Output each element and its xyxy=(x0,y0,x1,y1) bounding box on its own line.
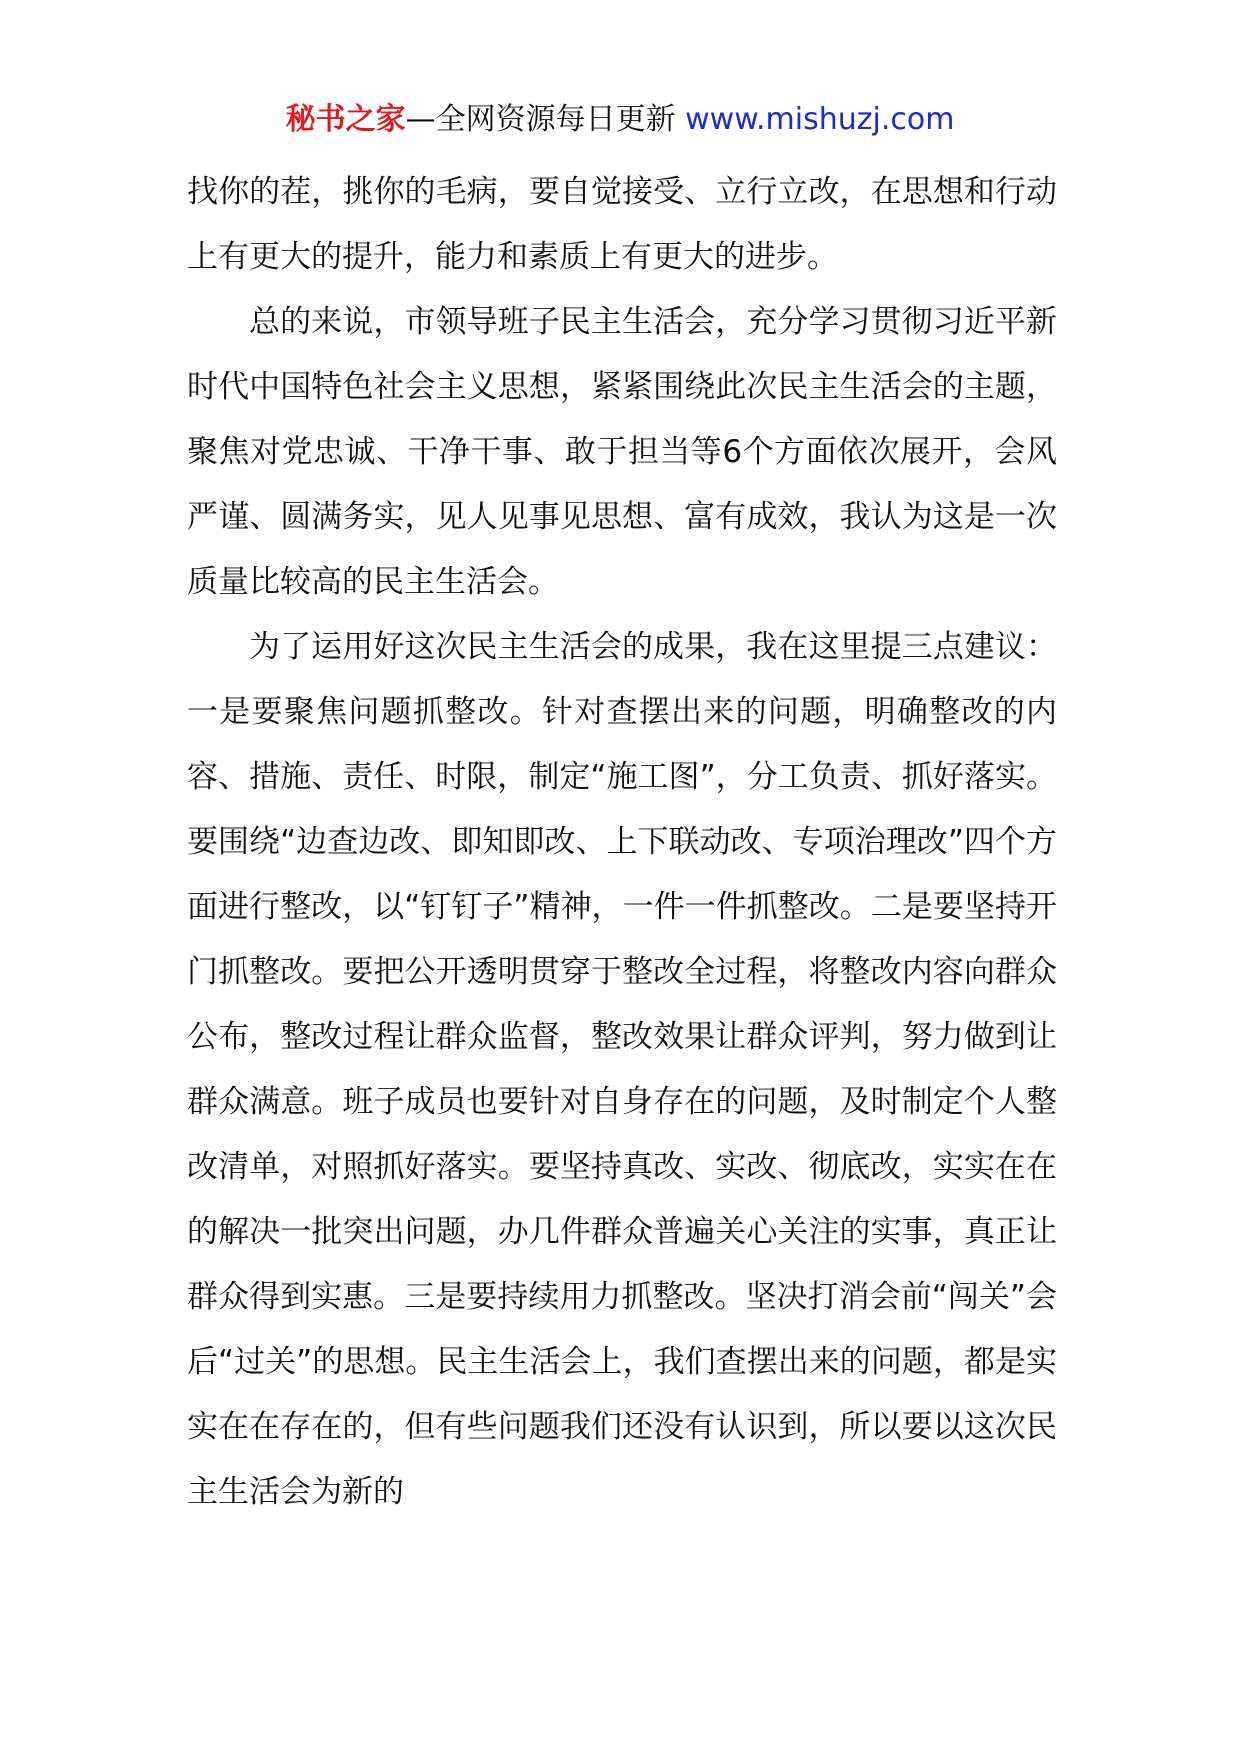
header-url-link[interactable]: www.mishuzj.com xyxy=(685,102,955,137)
paragraph-summary: 总的来说，市领导班子民主生活会，充分学习贯彻习近平新时代中国特色社会主义思想，紧紧围绕此次民主生活会的主题，聚焦对党忠诚、干净干事、敢于担当等6个方面依次展开，会风严谨、圆满务实，见人见事见思想、富有成效，我认为这是一次质量比较高的民主生活会。 xyxy=(187,304,1057,600)
paragraph-continued: 找你的茬，挑你的毛病，要自觉接受、立行立改，在思想和行动上有更大的提升，能力和素质上有更大的进步。 xyxy=(187,174,1057,275)
header-brand: 秘书之家 xyxy=(285,102,406,137)
page-header xyxy=(0,100,1240,140)
paragraph-suggestions: 为了运用好这次民主生活会的成果，我在这里提三点建议：一是要聚焦问题抓整改。针对查摆出来的问题，明确整改的内容、措施、责任、时限，制定“施工图”，分工负责、抓好落实。要围绕“边查边改、即知即改、上下联动改、专项治理改”四个方面进行整改，以“钉钉子”精神，一件一件抓整改。二是要坚持开门抓整改。要把公开透明贯穿于整改全过程，将整改内容向群众公布，整改过程让群众监督，整改效果让群众评判，努力做到让群众满意。班子成员也要针对自身存在的问题，及时制定个人整改清单，对照抓好落实。要坚持真改、实改、彻底改，实实在在的解决一批突出问题，办几件群众普遍关心关注的实事，真正让群众得到实惠。三是要持续用力抓整改。坚决打消会前“闯关”会后“过关”的思想。民主生活会上，我们查摆出来的问题，都是实实在在存在的，但有些问题我们还没有认识到，所以要以这次民主生活会为新的 xyxy=(187,629,1057,1510)
header-slogan: —全网资源每日更新 xyxy=(405,102,676,137)
document-body xyxy=(187,160,1057,1525)
